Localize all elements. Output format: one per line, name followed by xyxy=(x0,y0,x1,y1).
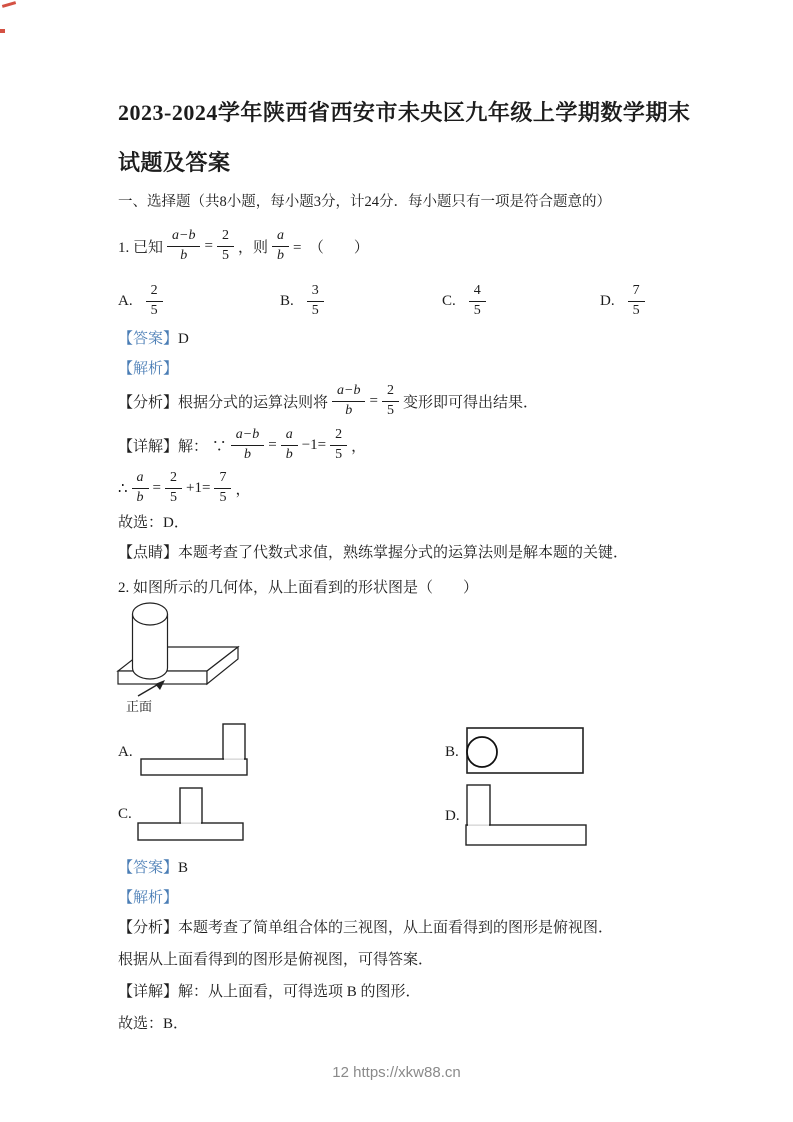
q1-option-b-label: B. xyxy=(280,292,294,309)
q2-option-d-figure xyxy=(465,783,590,847)
math-text: 【详解】解： ∵ xyxy=(118,438,227,455)
math-text: ，则 xyxy=(237,239,268,256)
red-edge-mark xyxy=(0,29,5,33)
fraction: $\frac{a}{b}$ xyxy=(132,471,149,505)
fraction: $\frac{2}{5}$ xyxy=(165,471,182,505)
q2-detail: 【详解】解：从上面看，可得选项 B 的图形． xyxy=(118,984,421,1000)
fraction: $\frac{a-b}{b}$ xyxy=(332,384,365,418)
footer-url-line[interactable] xyxy=(0,1064,793,1081)
math-text: = xyxy=(369,392,378,409)
math-text: = （ ） xyxy=(292,239,369,256)
math-text: = xyxy=(268,436,277,453)
q2-conclusion: 故选：B． xyxy=(118,1016,189,1032)
q2-option-a-label: A. xyxy=(118,744,133,760)
q1-option-b xyxy=(280,280,328,322)
q1-note: 【点睛】本题考查了代数式求值，熟练掌握分式的运算法则是解本题的关键． xyxy=(118,545,629,561)
math-text: = xyxy=(152,479,162,496)
q2-option-c-figure xyxy=(137,786,247,842)
cylinder-top xyxy=(133,603,168,625)
q1-conclusion: 故选：D． xyxy=(118,515,189,531)
q2-analysis-line1: 【分析】本题考查了简单组合体的三视图，从上面看得到的图形是俯视图． xyxy=(118,920,614,936)
fraction: $\frac{a}{b}$ xyxy=(281,428,298,462)
q2-analysis-line2: 根据从上面看得到的图形是俯视图，可得答案． xyxy=(118,952,434,968)
q2-answer-line xyxy=(118,856,188,877)
math-text: +1= xyxy=(186,479,211,496)
section-heading: 一、选择题（共8小题，每小题3分，计24分．每小题只有一项是符合题意的） xyxy=(118,194,611,210)
math-text: 1. 已知 xyxy=(118,239,164,256)
red-edge-mark xyxy=(2,1,16,8)
fraction: $\frac{a-b}{b}$ xyxy=(167,229,200,263)
q1-option-a-fraction: $\frac{2}{5}$ xyxy=(146,284,163,318)
answer-tag: 【答案】 xyxy=(118,331,179,347)
q1-analysis-header: 【解析】 xyxy=(118,361,179,377)
q1-option-d-label: D. xyxy=(600,292,615,309)
q1-option-c-label: C. xyxy=(442,292,456,309)
q2-analysis-header: 【解析】 xyxy=(118,890,179,906)
math-text: = xyxy=(204,237,213,254)
answer-tag: 【答案】 xyxy=(118,860,179,876)
figure-caption: 正面 xyxy=(126,699,153,714)
q2-option-b-label: B. xyxy=(445,744,459,760)
math-text: 【分析】根据分式的运算法则将 xyxy=(118,394,329,411)
question-2-stem: 2. 如图所示的几何体，从上面看到的形状图是（ ） xyxy=(118,580,479,596)
q1-option-c xyxy=(442,280,490,322)
q1-option-c-fraction: $\frac{4}{5}$ xyxy=(469,284,486,318)
q1-option-d-fraction: $\frac{7}{5}$ xyxy=(628,284,645,318)
q1-detail-line2 xyxy=(118,465,250,511)
math-text: ∴ xyxy=(118,480,128,497)
math-text: ， xyxy=(351,438,367,455)
math-text: −1= xyxy=(301,436,327,453)
q2-option-a-figure xyxy=(140,722,250,778)
question-1-stem xyxy=(118,223,369,269)
q2-solid-figure xyxy=(112,598,352,716)
fraction: $\frac{2}{5}$ xyxy=(330,428,347,462)
q1-answer-value: D xyxy=(178,331,189,347)
q1-option-a-label: A. xyxy=(118,292,133,309)
fraction: $\frac{a-b}{b}$ xyxy=(231,428,264,462)
math-text: ， xyxy=(235,481,251,498)
math-text: 变形即可得出结果． xyxy=(402,394,538,411)
q2-option-b-figure xyxy=(466,726,586,776)
q2-option-d-label: D. xyxy=(445,808,460,824)
q1-answer-line xyxy=(118,327,189,348)
q1-detail-line1 xyxy=(118,422,366,468)
q2-answer-value: B xyxy=(178,860,189,876)
q2-option-c-label: C. xyxy=(118,806,132,822)
page-title-line2: 试题及答案 xyxy=(118,150,231,175)
fraction: $\frac{7}{5}$ xyxy=(214,471,231,505)
q1-analysis-line xyxy=(118,378,538,424)
q1-option-b-fraction: $\frac{3}{5}$ xyxy=(307,284,324,318)
page-title-line1: 2023-2024学年陕西省西安市未央区九年级上学期数学期末 xyxy=(118,100,691,125)
q1-option-d xyxy=(600,280,649,322)
footer-url[interactable]: 12 https://xkw88.cn xyxy=(332,1064,461,1081)
q1-option-a xyxy=(118,280,167,322)
fraction: $\frac{2}{5}$ xyxy=(217,229,234,263)
fraction: $\frac{a}{b}$ xyxy=(272,229,289,263)
fraction: $\frac{2}{5}$ xyxy=(382,384,399,418)
